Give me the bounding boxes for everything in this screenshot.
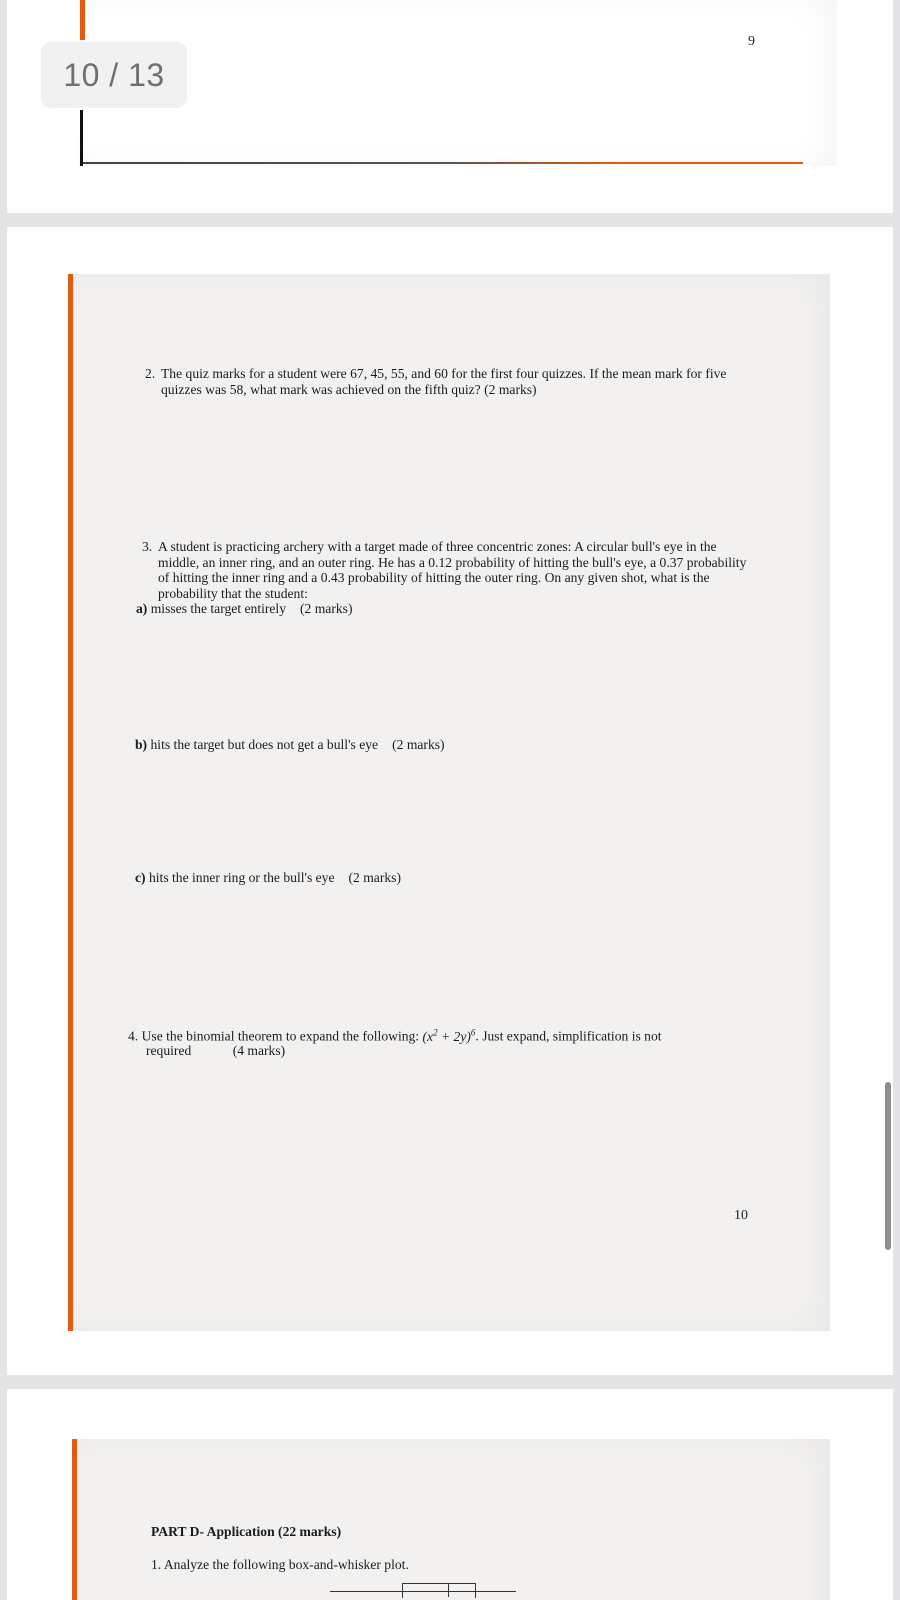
part-text: hits the inner ring or the bull's eye xyxy=(148,870,335,885)
orange-edge xyxy=(72,1439,77,1600)
question-text: The quiz marks for a student were 67, 45, 55, and 60 for the first four quizzes. If the mean mark for five quizzes was 58, what mark was achieved on the fifth quiz? (2 marks) xyxy=(161,366,727,397)
question-text-continued: . Just expand, simplification is not xyxy=(475,1028,662,1044)
page-number: 10 xyxy=(734,1208,748,1223)
question-2 xyxy=(145,366,745,397)
question-number: 4. xyxy=(128,1028,139,1044)
page-edge-line xyxy=(83,162,803,164)
question-number: 3. xyxy=(142,539,153,554)
part-label: a) xyxy=(136,601,148,616)
page-card-next xyxy=(7,1389,893,1600)
page-photo-current xyxy=(68,274,830,1331)
question-4 xyxy=(128,1025,662,1044)
question-marks: (4 marks) xyxy=(232,1043,286,1058)
part-text: misses the target entirely xyxy=(150,601,287,616)
part-marks: (2 marks) xyxy=(300,601,353,616)
part-marks: (2 marks) xyxy=(392,737,445,752)
binomial-expression: $(x^2 + 2y)^6$ xyxy=(422,1027,476,1044)
page-number: 9 xyxy=(748,34,755,49)
question-3c xyxy=(135,870,401,886)
part-text: hits the target but does not get a bull's eye xyxy=(150,737,379,752)
question-text: Use the binomial theorem to expand the following: xyxy=(141,1028,420,1044)
orange-edge xyxy=(68,274,73,1331)
part-heading: PART D- Application (22 marks) xyxy=(151,1524,342,1539)
page-photo-prev xyxy=(77,0,837,166)
question-3a xyxy=(136,601,353,617)
page-photo-next xyxy=(72,1439,830,1600)
question-1: 1. Analyze the following box-and-whisker plot. xyxy=(151,1557,409,1572)
scrollbar-thumb[interactable] xyxy=(885,1082,891,1250)
page-card-current xyxy=(7,227,893,1375)
question-3b xyxy=(135,737,445,753)
boxplot-median xyxy=(448,1583,449,1597)
orange-edge xyxy=(80,0,85,40)
question-3 xyxy=(142,539,747,601)
page-edge-line xyxy=(80,110,83,166)
question-number: 2. xyxy=(145,366,156,381)
question-4-line2 xyxy=(146,1043,285,1059)
page-indicator: 10 / 13 xyxy=(41,42,187,108)
question-text: A student is practicing archery with a target made of three concentric zones: A circular bull's eye in the middle, an inner ring, and an outer ring. He has a 0.12 probability of hitting the bull's eye, a 0.37 probability of hitting the inner ring and a 0.43 probability of hitting the outer ring. On any given shot, what is the probability that the student: xyxy=(158,539,747,601)
part-label: b) xyxy=(135,737,148,752)
part-label: c) xyxy=(135,870,146,885)
part-marks: (2 marks) xyxy=(348,870,401,885)
boxplot-box xyxy=(402,1583,476,1598)
question-text: required xyxy=(146,1043,192,1058)
